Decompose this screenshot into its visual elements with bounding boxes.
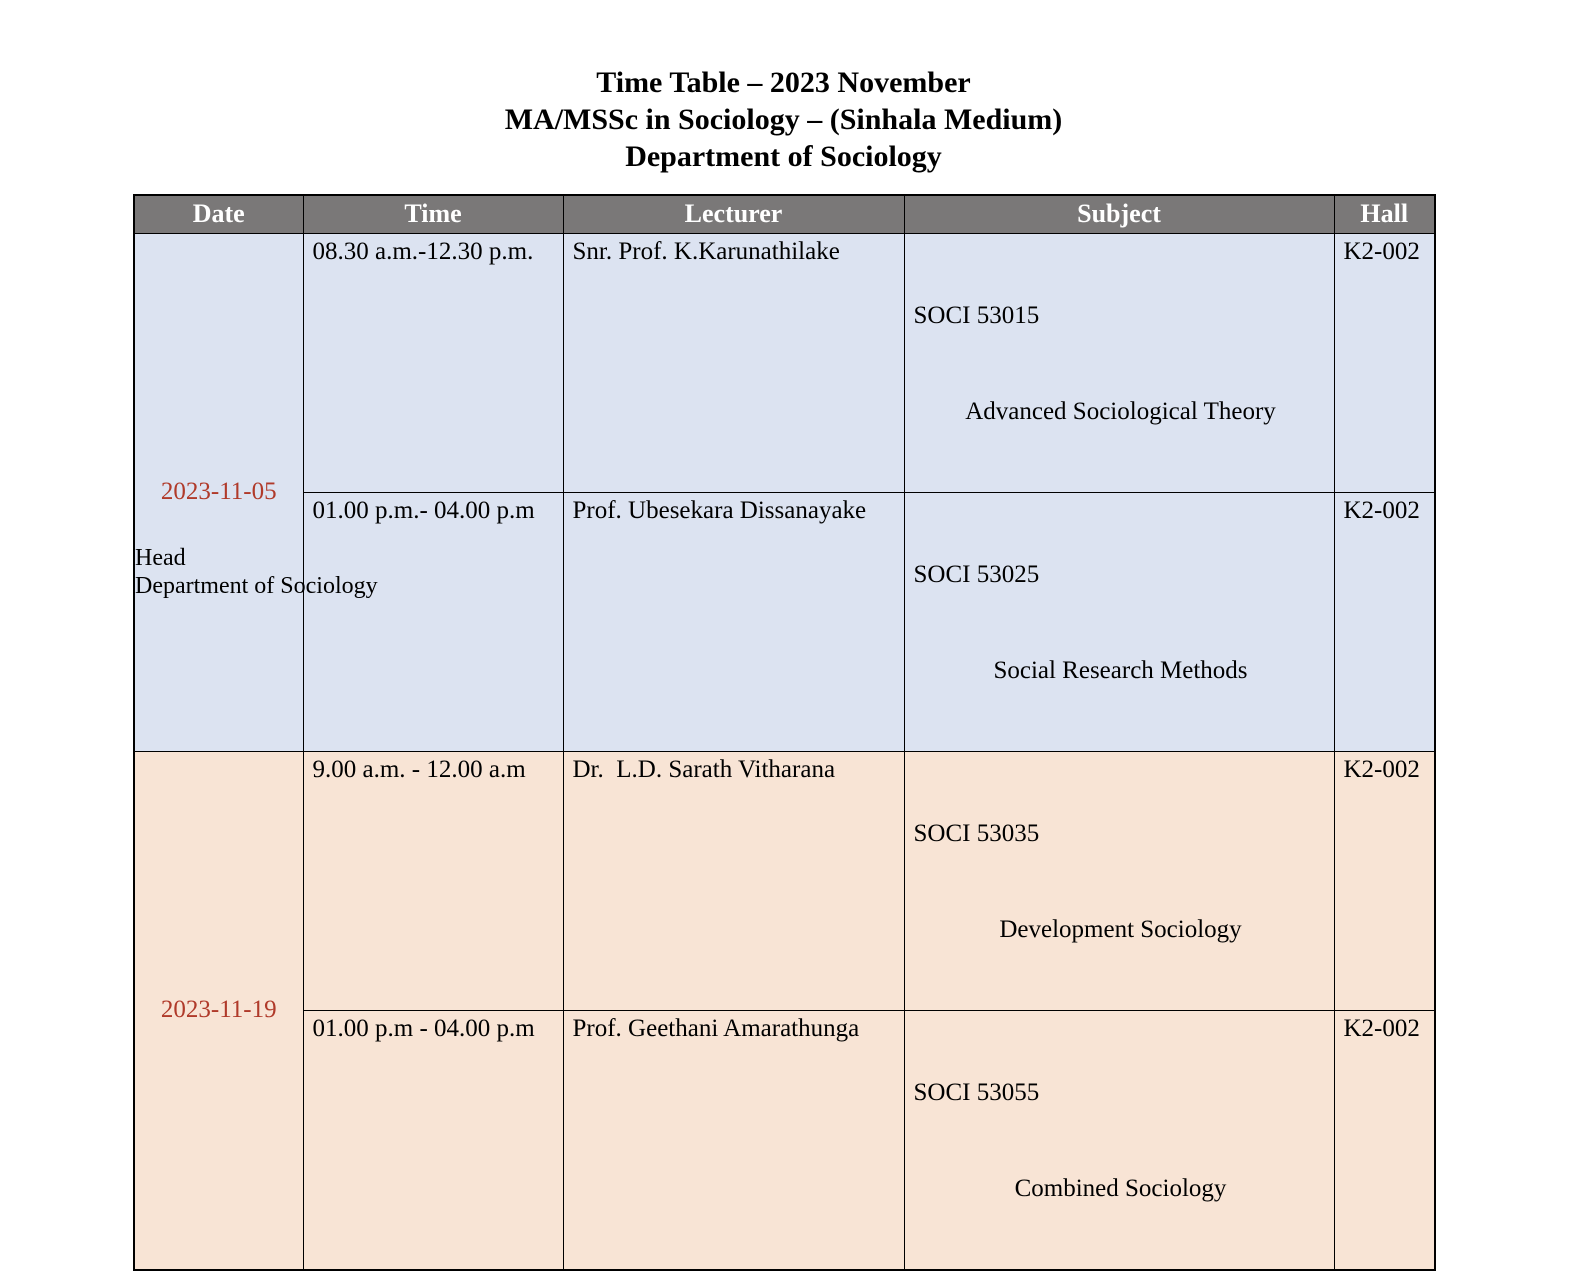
timetable <box>133 194 1436 1271</box>
lecturer-cell: Prof. Ubesekara Dissanayake <box>563 492 904 751</box>
document-title-line-2: MA/MSSc in Sociology – (Sinhala Medium) <box>504 103 1063 136</box>
document-title-line-3: Department of Sociology <box>625 140 942 173</box>
subject-code: SOCI 53025 <box>913 560 1040 588</box>
time-cell: 01.00 p.m.- 04.00 p.m <box>303 492 563 751</box>
table-row <box>134 492 1435 751</box>
subject-code: SOCI 53015 <box>913 301 1040 329</box>
table-row <box>134 233 1435 492</box>
column-header-date: Date <box>134 195 303 233</box>
subject-code: SOCI 53035 <box>913 819 1040 847</box>
subject-cell <box>904 751 1334 1010</box>
subject-name: Advanced Sociological Theory <box>965 397 1276 425</box>
date-cell: 2023-11-05 <box>134 233 303 751</box>
title-block <box>133 64 1434 175</box>
hall-cell: K2-002 <box>1334 751 1435 1010</box>
subject-code: SOCI 53055 <box>913 1078 1040 1106</box>
hall-cell: K2-002 <box>1334 1010 1435 1270</box>
document-title-line-1: Time Table – 2023 November <box>596 66 971 99</box>
table-row <box>134 1010 1435 1270</box>
signature-department-label: Department of Sociology <box>135 573 378 599</box>
subject-cell <box>904 492 1334 751</box>
subject-name: Combined Sociology <box>1014 1174 1227 1202</box>
column-header-lecturer: Lecturer <box>563 195 904 233</box>
hall-cell: K2-002 <box>1334 492 1435 751</box>
table-row <box>134 751 1435 1010</box>
time-cell: 01.00 p.m - 04.00 p.m <box>303 1010 563 1270</box>
subject-cell <box>904 1010 1334 1270</box>
lecturer-cell: Snr. Prof. K.Karunathilake <box>563 233 904 492</box>
subject-cell <box>904 233 1334 492</box>
header-row <box>134 195 1435 233</box>
lecturer-cell: Prof. Geethani Amarathunga <box>563 1010 904 1270</box>
signature-head-label: Head <box>135 545 186 571</box>
column-header-time: Time <box>303 195 563 233</box>
lecturer-cell: Dr. L.D. Sarath Vitharana <box>563 751 904 1010</box>
hall-cell: K2-002 <box>1334 233 1435 492</box>
time-cell: 08.30 a.m.-12.30 p.m. <box>303 233 563 492</box>
subject-name: Social Research Methods <box>993 656 1248 684</box>
signature-block <box>135 544 378 600</box>
column-header-hall: Hall <box>1334 195 1435 233</box>
column-header-subject: Subject <box>904 195 1334 233</box>
subject-name: Development Sociology <box>999 915 1242 943</box>
date-cell: 2023-11-19 <box>134 751 303 1270</box>
time-cell: 9.00 a.m. - 12.00 a.m <box>303 751 563 1010</box>
